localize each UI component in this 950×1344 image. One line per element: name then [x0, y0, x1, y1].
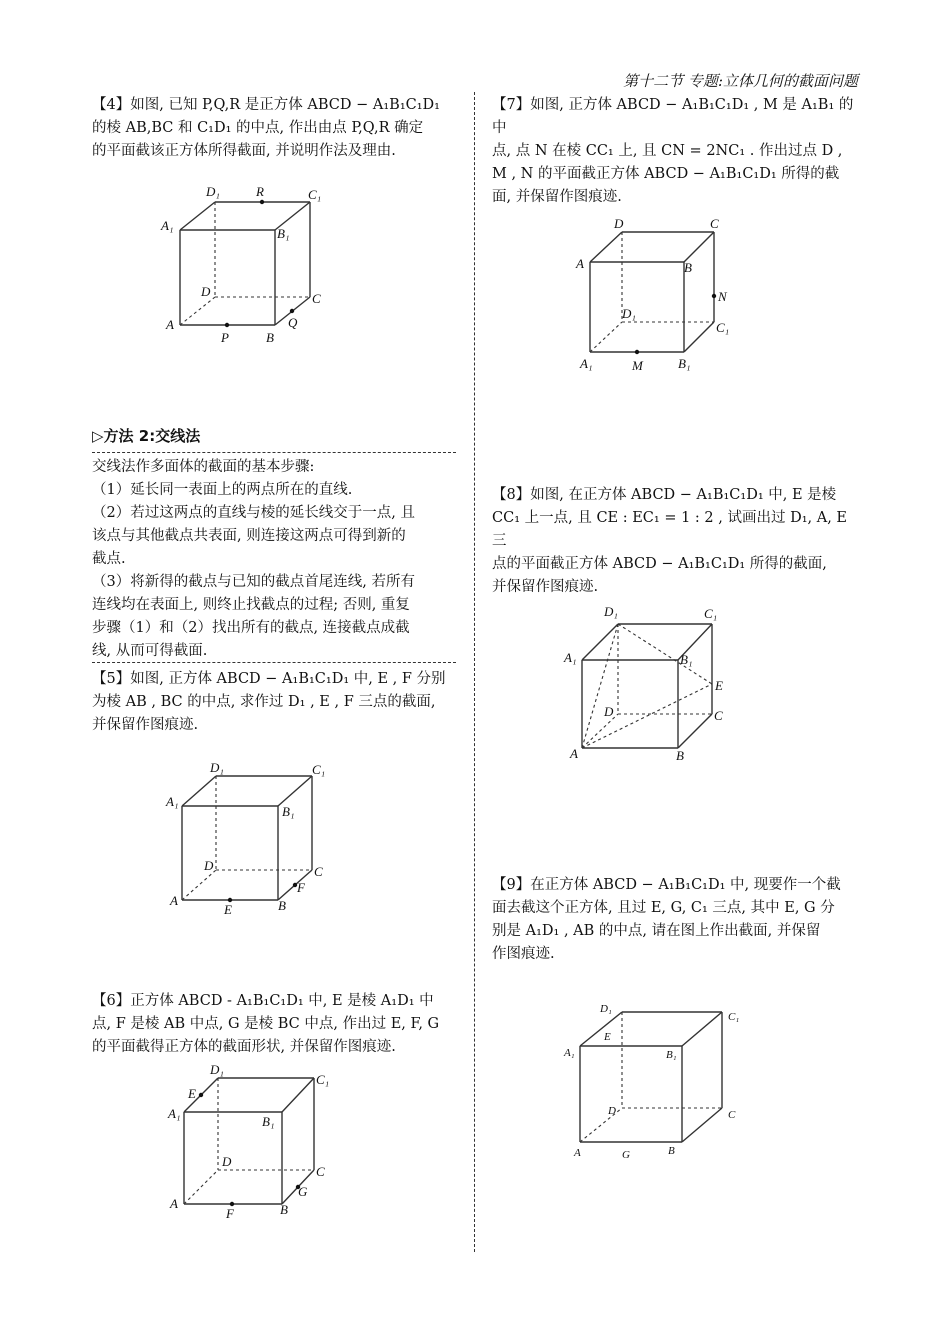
label-B1: B₁: [277, 226, 290, 241]
label-D1: D₁: [604, 604, 618, 619]
problem-8-line-2: CC₁ 上一点, 且 CE : EC₁ = 1 : 2 , 试画出过 D₁, A, E 三: [492, 510, 848, 549]
label-C1: C₁: [316, 1072, 330, 1087]
label-A: A: [570, 746, 578, 761]
label-D1: D₁: [206, 184, 220, 199]
label-E: E: [224, 902, 232, 917]
label-E: E: [604, 1031, 611, 1043]
figure-9-cube: [560, 998, 770, 1168]
method-line: 该点与其他截点共表面, 则连接这两点可得到新的: [92, 528, 406, 544]
method-line: （1）延长同一表面上的两点所在的直线.: [92, 482, 353, 498]
method-line: 线, 从而可得截面.: [92, 643, 208, 659]
label-A: A: [166, 317, 174, 332]
page-header: 第十二节 专题:立体几何的截面问题: [623, 72, 858, 90]
problem-9: [492, 874, 862, 966]
label-A1: A₁: [580, 356, 593, 371]
figure-5-cube: [160, 758, 360, 928]
label-D: D: [604, 704, 614, 719]
method-divider-top: [92, 452, 456, 453]
label-E: E: [188, 1086, 196, 1101]
label-D: D: [204, 858, 214, 873]
figure-8-cube: [562, 602, 762, 772]
label-B: B: [668, 1145, 675, 1157]
label-B: B: [684, 260, 692, 275]
problem-7-line-2: 点, 点 N 在棱 CC₁ 上, 且 CN = 2NC₁ . 作出过点 D ,: [492, 143, 843, 159]
figure-7-cube: [570, 210, 770, 380]
label-C: C: [714, 708, 723, 723]
figure-6-cube: [160, 1062, 360, 1222]
label-C1: C₁: [312, 762, 326, 777]
label-D1: D₁: [600, 1003, 612, 1015]
label-E: E: [715, 678, 723, 693]
problem-4-line-3: 的平面截该正方体所得截面, 并说明作法及理由.: [92, 143, 396, 159]
label-B: B: [280, 1202, 288, 1217]
label-C1: C₁: [728, 1011, 740, 1023]
problem-8-line-4: 并保留作图痕迹.: [492, 579, 599, 595]
figure-4-cube: [150, 180, 350, 350]
label-D1: D₁: [622, 306, 636, 321]
label-C: C: [316, 1164, 325, 1179]
label-A1: A₁: [564, 650, 577, 665]
label-D: D: [614, 216, 624, 231]
label-A1: A₁: [166, 794, 179, 809]
label-D1: D₁: [210, 1062, 224, 1077]
method-line: 交线法作多面体的截面的基本步骤:: [92, 459, 315, 475]
problem-5-line-2: 为棱 AB , BC 的中点, 求作过 D₁ , E , F 三点的截面,: [92, 694, 436, 710]
method-line: 步骤（1）和（2）找出所有的截点, 连接截点成截: [92, 620, 410, 636]
problem-9-line-2: 面去截这个正方体, 且过 E, G, C₁ 三点, 其中 E, G 分: [492, 900, 835, 916]
problem-8-line-3: 点的平面截正方体 ABCD − A₁B₁C₁D₁ 所得的截面,: [492, 556, 827, 572]
label-N: N: [718, 289, 727, 304]
problem-6-line-2: 点, F 是棱 AB 中点, G 是棱 BC 中点, 作出过 E, F, G: [92, 1016, 440, 1032]
method-line: 连线均在表面上, 则终止找截点的过程; 否则, 重复: [92, 597, 410, 613]
label-G: G: [298, 1184, 308, 1199]
problem-9-line-4: 作图痕迹.: [492, 946, 555, 962]
problem-6: [92, 990, 462, 1059]
problem-7-line-4: 面, 并保留作图痕迹.: [492, 189, 622, 205]
label-A1: A₁: [564, 1047, 575, 1059]
label-C: C: [728, 1109, 736, 1121]
label-B1: B₁: [262, 1114, 275, 1129]
label-G: G: [622, 1149, 630, 1161]
method-steps: [92, 456, 462, 663]
label-B: B: [278, 898, 286, 913]
label-F: F: [226, 1206, 234, 1221]
method-line: （3）将新得的截点与已知的截点首尾连线, 若所有: [92, 574, 415, 590]
method-divider-bottom: [92, 662, 456, 663]
problem-8: [492, 484, 862, 599]
label-B: B: [266, 330, 274, 345]
label-C: C: [312, 291, 321, 306]
problem-4-line-1: 【4】如图, 已知 P,Q,R 是正方体 ABCD − A₁B₁C₁D₁: [92, 97, 440, 113]
method-line: （2）若过这两点的直线与棱的延长线交于一点, 且: [92, 505, 415, 521]
label-C1: C₁: [716, 320, 730, 335]
label-B: B: [676, 748, 684, 763]
label-A: A: [576, 256, 584, 271]
label-P: P: [221, 330, 229, 345]
label-A: A: [170, 893, 178, 908]
label-B1: B₁: [680, 652, 693, 667]
label-B1: B₁: [282, 804, 295, 819]
problem-6-line-1: 【6】正方体 ABCD - A₁B₁C₁D₁ 中, E 是棱 A₁D₁ 中: [92, 993, 434, 1009]
label-Q: Q: [288, 315, 298, 330]
label-R: R: [256, 184, 264, 199]
label-A1: A₁: [168, 1106, 181, 1121]
problem-5-line-1: 【5】如图, 正方体 ABCD − A₁B₁C₁D₁ 中, E , F 分别: [92, 671, 446, 687]
label-C1: C₁: [704, 606, 718, 621]
problem-8-line-1: 【8】如图, 在正方体 ABCD − A₁B₁C₁D₁ 中, E 是棱: [492, 487, 837, 503]
label-B1: B₁: [666, 1049, 677, 1061]
method-line: 截点.: [92, 551, 126, 567]
method-title: ▷方法 2:交线法: [92, 427, 201, 445]
label-D: D: [608, 1105, 616, 1117]
label-M: M: [632, 358, 643, 373]
label-D: D: [201, 284, 211, 299]
label-C1: C₁: [308, 187, 322, 202]
problem-7: [492, 94, 862, 209]
label-A1: A₁: [161, 218, 174, 233]
problem-4: [92, 94, 462, 163]
problem-4-line-2: 的棱 AB,BC 和 C₁D₁ 的中点, 作出由点 P,Q,R 确定: [92, 120, 424, 136]
label-A: A: [170, 1196, 178, 1211]
problem-5: [92, 668, 462, 737]
label-D1: D₁: [210, 760, 224, 775]
label-C: C: [710, 216, 719, 231]
label-D: D: [222, 1154, 232, 1169]
problem-6-line-3: 的平面截得正方体的截面形状, 并保留作图痕迹.: [92, 1039, 396, 1055]
label-C: C: [314, 864, 323, 879]
label-B1: B₁: [678, 356, 691, 371]
label-A: A: [574, 1147, 581, 1159]
problem-7-line-1: 【7】如图, 正方体 ABCD − A₁B₁C₁D₁ , M 是 A₁B₁ 的中: [492, 97, 854, 136]
problem-5-line-3: 并保留作图痕迹.: [92, 717, 199, 733]
problem-7-line-3: M , N 的平面截正方体 ABCD − A₁B₁C₁D₁ 所得的截: [492, 166, 840, 182]
problem-9-line-1: 【9】在正方体 ABCD − A₁B₁C₁D₁ 中, 现要作一个截: [492, 877, 841, 893]
column-divider: [474, 92, 475, 1252]
label-F: F: [297, 880, 305, 895]
problem-9-line-3: 别是 A₁D₁ , AB 的中点, 请在图上作出截面, 并保留: [492, 923, 821, 939]
